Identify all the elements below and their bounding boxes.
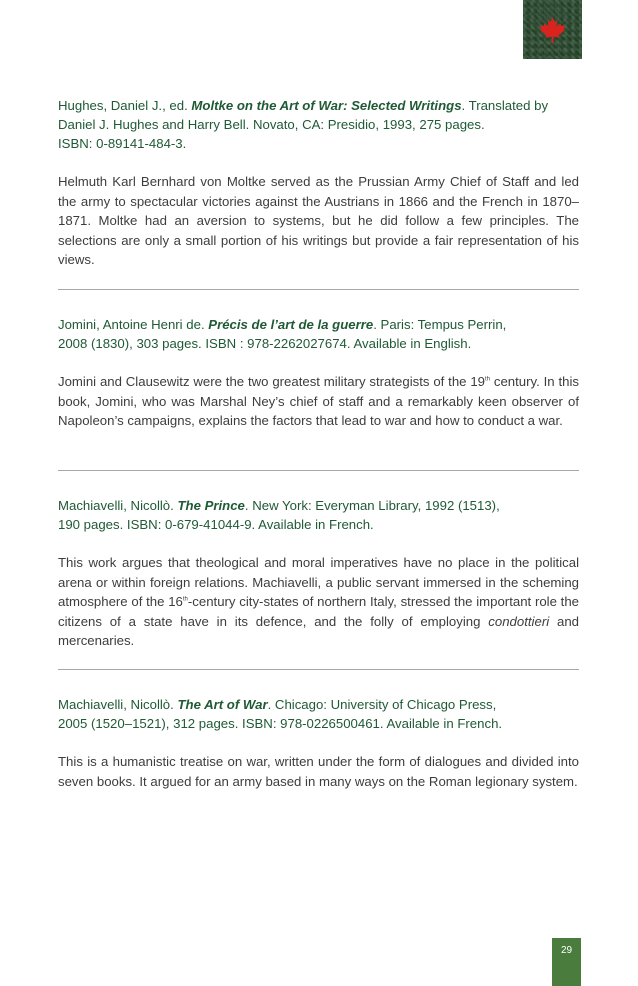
bibliography-entry [58, 695, 579, 791]
citation-isbn: ISBN: 0-89141-484-3. [58, 136, 187, 151]
page-number: 29 [552, 938, 581, 986]
bibliography-entry [58, 496, 579, 651]
citation-author: Jomini, Antoine Henri de. [58, 317, 209, 332]
book-title: The Art of War [177, 697, 268, 712]
citation-author: Machiavelli, Nicollò. [58, 498, 178, 513]
book-title: The Prince [177, 498, 245, 513]
citation-details: 2005 (1520–1521), 312 pages. ISBN: 978-0226500461. Available in French. [58, 716, 503, 731]
entry-description: This work argues that theological and moral imperatives have no place in the political arena or within foreign relations. Machiavelli, a public servant immersed in the scheming atmosphere of the 16th-century city-states of northern Italy, stressed the important role the citizens of a state have in its defence, and the folly of employing condottieri and mercenaries. [58, 555, 580, 648]
citation-publisher: . New York: Everyman Library, 1992 (1513), [244, 498, 500, 513]
citation-publisher: . Chicago: University of Chicago Press, [267, 697, 497, 712]
divider [58, 289, 579, 290]
citation [58, 315, 579, 353]
citation-details: 190 pages. ISBN: 0-679-41044-9. Available in French. [58, 517, 374, 532]
citation-publisher: . Paris: Tempus Perrin, [373, 317, 507, 332]
entry-description: Helmuth Karl Bernhard von Moltke served as the Prussian Army Chief of Staff and led the army to spectacular victories against the Austrians in 1866 and the French in 1870–1871. Moltke had an aversion to systems, but he did follow a few principles. The selections are only a small portion of his writings but provide a fair representation of his views. [58, 174, 579, 267]
citation-details: Daniel J. Hughes and Harry Bell. Novato, CA: Presidio, 1993, 275 pages. [58, 117, 485, 132]
entry-description: This is a humanistic treatise on war, written under the form of dialogues and divided into seven books. It argued for an army based in many ways on the Roman legionary system. [58, 754, 579, 789]
divider [58, 470, 579, 471]
bibliography-entry [58, 315, 579, 431]
citation [58, 96, 579, 153]
book-title: Moltke on the Art of War: Selected Writings [191, 98, 462, 113]
corner-decoration [523, 0, 582, 59]
citation-author: Hughes, Daniel J., ed. [58, 98, 192, 113]
citation-details: 2008 (1830), 303 pages. ISBN : 978-2262027674. Available in English. [58, 336, 472, 351]
citation [58, 496, 579, 534]
entry-description: Jomini and Clausewitz were the two greatest military strategists of the 19th century. In this book, Jomini, who was Marshal Ney’s chief of staff and a remarkably keen observer of Napoleon’s campaigns, explains the factors that lead to war and how to conduct a war. [58, 374, 579, 428]
citation-publisher: . Translated by [461, 98, 549, 113]
book-title: Précis de l’art de la guerre [208, 317, 374, 332]
citation-author: Machiavelli, Nicollò. [58, 697, 178, 712]
bibliography-entry [58, 96, 579, 270]
maple-leaf-icon [539, 17, 566, 43]
divider [58, 669, 579, 670]
citation [58, 695, 579, 733]
